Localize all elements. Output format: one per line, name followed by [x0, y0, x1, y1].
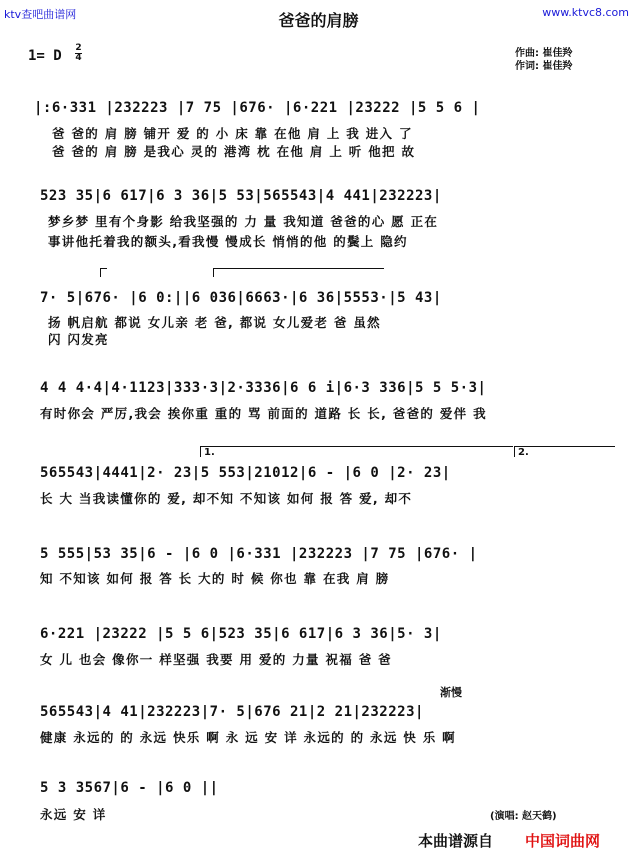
time-signature	[75, 44, 82, 63]
lyric-line-3b: 闪 闪发亮	[48, 332, 109, 347]
notation-line-4: 4 4 4·4|4·1123|333·3|2·3336|6 6 i|6·3 336|5 5 5·3|	[40, 380, 487, 396]
lyricist-credit: 作词: 崔佳羚	[515, 61, 573, 72]
watermark-right: www.ktvc8.com	[542, 6, 629, 19]
volta-2-label: 2.	[518, 447, 529, 458]
lyric-line-2b: 事讲他托着我的额头,看我慢 慢成长 悄悄的他 的鬓上 隐约	[48, 234, 408, 249]
notation-line-8: 565543|4 41|232223|7· 5|676 21|2 21|232223|	[40, 704, 424, 720]
lyric-line-9: 永远 安 详	[40, 807, 107, 822]
time-signature-bottom: 4	[75, 53, 82, 63]
lyric-line-4: 有时你会 严厉,我会 挨你重 重的 骂 前面的 道路 长 长, 爸爸的 爱伴 我	[40, 406, 487, 421]
footer-source: 本曲谱源自	[418, 832, 494, 850]
credits	[515, 47, 572, 73]
lyric-line-5: 长 大 当我读懂你的 爱, 却不知 不知该 如何 报 答 爱, 却不	[40, 491, 413, 506]
key-signature: 1= D	[28, 48, 62, 64]
lyric-line-8: 健康 永远的 的 永远 快乐 啊 永 远 安 详 永远的 的 永远 快 乐 啊	[40, 730, 456, 745]
volta-1-bracket	[200, 446, 513, 457]
bracket-right	[213, 268, 384, 277]
notation-line-5: 565543|4441|2· 23|5 553|21012|6 - |6 0 |2· 23|	[40, 465, 451, 481]
lyric-line-3a: 扬 帆启航 都说 女儿亲 老 爸, 都说 女儿爱老 爸 虽然	[48, 315, 381, 330]
tempo-mark: 渐慢	[440, 686, 462, 699]
lyric-line-6: 知 不知该 如何 报 答 长 大的 时 候 你也 靠 在我 肩 膀	[40, 571, 390, 586]
notation-line-2: 523 35|6 617|6 3 36|5 53|565543|4 441|232223|	[40, 188, 442, 204]
time-signature-top: 2	[75, 43, 82, 53]
notation-line-7: 6·221 |23222 |5 5 6|523 35|6 617|6 3 36|5· 3|	[40, 626, 442, 642]
singer-credit: (演唱: 赵天鹤)	[490, 811, 557, 822]
footer-site-logo: 中国词曲网	[525, 832, 601, 850]
composer-credit: 作曲: 崔佳羚	[515, 48, 573, 59]
bracket-left	[100, 268, 107, 277]
watermark-left: ktv查吧曲谱网	[4, 8, 77, 21]
song-title: 爸爸的肩膀	[278, 11, 359, 30]
notation-line-6: 5 555|53 35|6 - |6 0 |6·331 |232223 |7 75 |676· |	[40, 546, 478, 562]
lyric-line-1b: 爸 爸的 肩 膀 是我心 灵的 港湾 枕 在他 肩 上 听 他把 故	[52, 144, 416, 159]
lyric-line-7: 女 儿 也会 像你一 样坚强 我要 用 爱的 力量 祝福 爸 爸	[40, 652, 392, 667]
notation-line-3: 7· 5|676· |6 0:||6 036|6663·|6 36|5553·|5 43|	[40, 290, 442, 306]
notation-line-1: |:6·331 |232223 |7 75 |676· |6·221 |23222 |5 5 6 |	[34, 100, 481, 116]
lyric-line-1a: 爸 爸的 肩 膀 铺开 爱 的 小 床 靠 在他 肩 上 我 进入 了	[52, 126, 413, 141]
volta-1-label: 1.	[204, 447, 215, 458]
lyric-line-2a: 梦乡梦 里有个身影 给我坚强的 力 量 我知道 爸爸的心 愿 正在	[48, 214, 439, 229]
notation-line-9: 5 3 3567|6 - |6 0 ||	[40, 780, 219, 796]
volta-2-bracket	[514, 446, 615, 457]
